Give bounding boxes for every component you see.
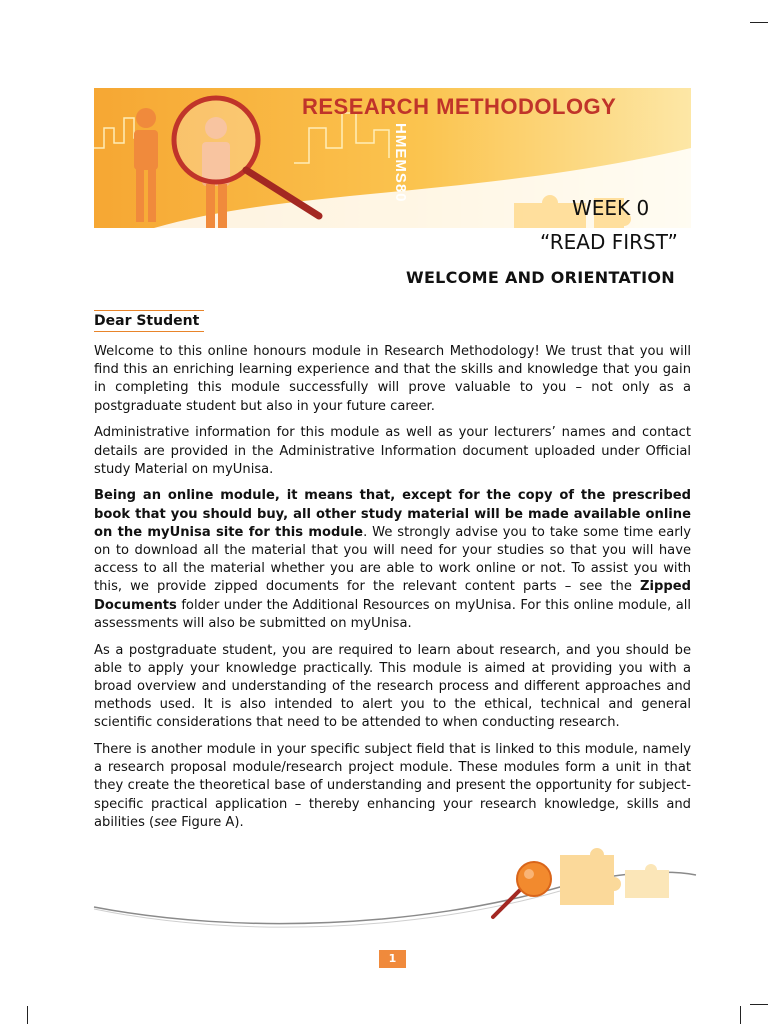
crop-mark-bottom-right-h (750, 1004, 768, 1005)
week-label: WEEK 0 (572, 196, 650, 220)
paragraph-1: Welcome to this online honours module in Research Methodology! We trust that you will find this an enriching learning experience and that the skills and knowledge that you gain in completing this module successfully will prove valuable to you – not only as a postgraduate student but also in your future career. (94, 344, 691, 414)
body-text (94, 343, 691, 841)
welcome-heading: WELCOME AND ORIENTATION (406, 268, 675, 287)
paragraph-3-end: folder under the Additional Resources on myUnisa. For this online module, all assessments will also be submitted on myUnisa. (94, 597, 691, 631)
crop-mark-bottom-left (27, 1006, 28, 1024)
paragraph-5-end: Figure A). (177, 814, 244, 830)
paragraph-5-see: see (154, 814, 178, 830)
footer-decoration (90, 845, 700, 935)
banner-title: RESEARCH METHODOLOGY (302, 94, 617, 119)
module-code: HMEMS80 (392, 123, 409, 203)
paragraph-5 (94, 741, 691, 832)
zipped-documents-label: Zipped Documents (94, 579, 691, 613)
crop-mark-bottom-right (740, 1006, 741, 1024)
read-first-label: “READ FIRST” (540, 230, 678, 254)
paragraph-4: As a postgraduate student, you are required to learn about research, and you should be able to apply your knowledge practically. This module is aimed at providing you with a broad overview and understanding of the research process and different approaches and methods used. It is also intended to alert you to the ethical, technical and general scientific considerations that need to be attended to when conducting research. (94, 642, 691, 731)
paragraph-3 (94, 487, 691, 633)
page-number: 1 (379, 950, 406, 968)
crop-mark-top-right (750, 22, 768, 23)
paragraph-3-bold: Being an online module, it means that, except for the copy of the prescribed book that you should buy, all other study material will be made available online on the myUnisa site for this module (94, 488, 691, 540)
paragraph-3-rest: . We strongly advise you to take some time early on to download all the material that you will need for your studies so that you will have access to all the material whether you are able to work online or not. To assist you with this, we provide zipped documents for the relevant content parts – see the (94, 524, 692, 595)
footer-magnifier-icon (493, 862, 551, 917)
paragraph-2: Administrative information for this module as well as your lecturers’ names and contact details are provided in the Administrative Information document uploaded under Official study Material on myUnisa. (94, 425, 691, 477)
paragraph-5-start: There is another module in your specific subject field that is linked to this module, namely a research proposal module/research project module. These modules form a unit in that they create the theoretical base of understanding and present the opportunity for subject-specific practical application – thereby enhancing your research knowledge, skills and abilities ( (94, 742, 691, 830)
greeting: Dear Student (94, 310, 204, 332)
